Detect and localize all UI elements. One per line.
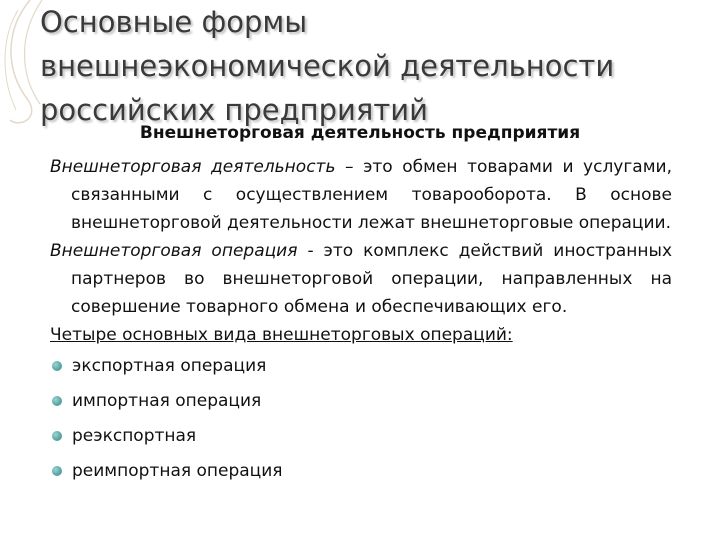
title-line: Основные формы bbox=[40, 5, 308, 39]
list-item-label: импортная операция bbox=[72, 391, 262, 411]
title-line: внешнеэкономической деятельности bbox=[40, 49, 615, 83]
definition-text: – это обмен товарами и услугами, связанными с осуществлением товарооборота. В основе внешнеторговой деятельности лежат внешнеторговые операции. bbox=[71, 157, 672, 233]
bullet-icon bbox=[52, 431, 62, 441]
list-item bbox=[50, 384, 672, 419]
list-item bbox=[50, 349, 672, 384]
definition-text: - это комплекс действий иностранных партнеров во внешнеторговой операции, направленных на совершение товарного обмена и обеспечивающих его. bbox=[71, 241, 673, 317]
definition-term: Внешнеторговая операция bbox=[50, 241, 298, 261]
bullet-icon bbox=[52, 466, 62, 476]
slide-body bbox=[50, 153, 672, 489]
list-item-label: реимпортная операция bbox=[72, 461, 283, 481]
list-item-label: экспортная операция bbox=[72, 356, 267, 376]
slide-subtitle: Внешнеторговая деятельность предприятия bbox=[139, 123, 581, 143]
list-item bbox=[50, 454, 672, 489]
slide-title bbox=[40, 0, 710, 132]
list-item bbox=[50, 419, 672, 454]
definition-paragraph bbox=[50, 237, 672, 321]
definition-term: Внешнеторговая деятельность bbox=[50, 157, 336, 177]
list-item-label: реэкспортная bbox=[72, 426, 197, 446]
bullet-icon bbox=[52, 396, 62, 406]
bullet-icon bbox=[52, 361, 62, 371]
definition-paragraph bbox=[50, 153, 672, 237]
title-line: российских предприятий bbox=[40, 93, 428, 127]
list-heading-text: Четыре основных вида внешнеторговых операций: bbox=[50, 325, 513, 345]
operation-types-list bbox=[50, 349, 672, 489]
list-heading bbox=[50, 321, 672, 349]
